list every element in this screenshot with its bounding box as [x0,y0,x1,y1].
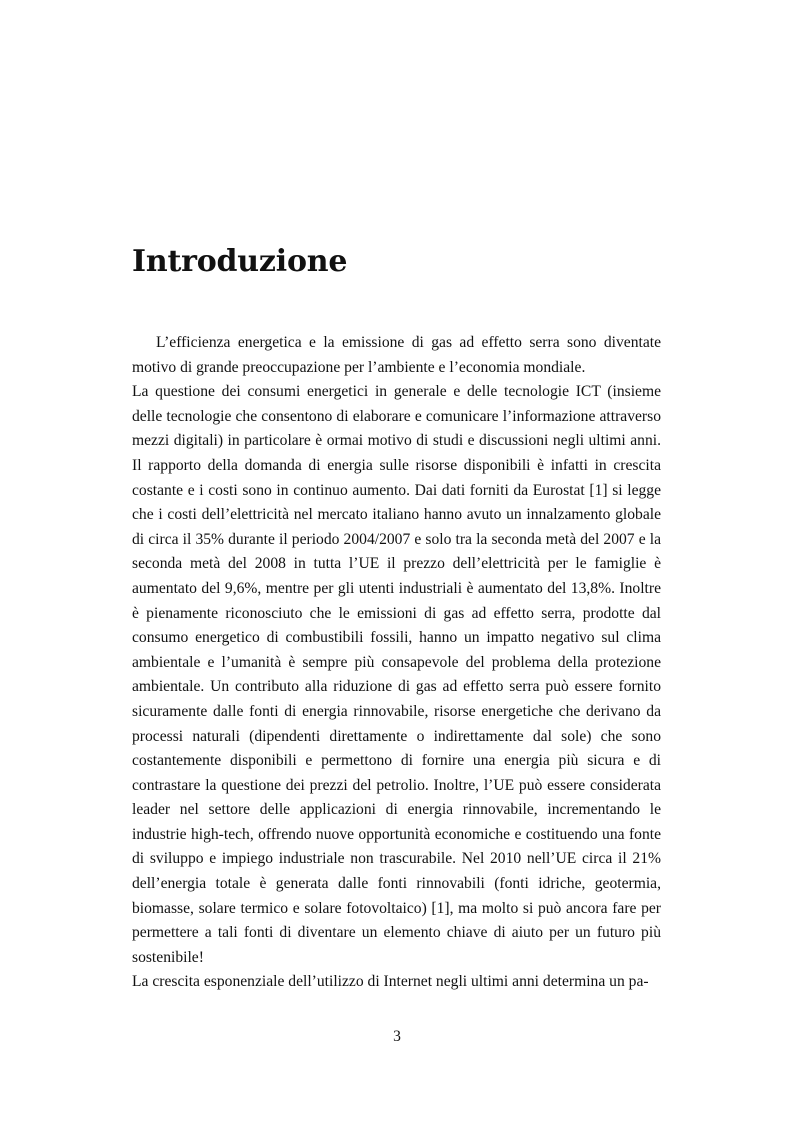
body-text [132,331,661,995]
paragraph-intro: L’efficienza energetica e la emissione di gas ad effetto serra sono diventate motivo di grande preoccupazione per l’ambiente e l’economia mondiale. [132,334,661,376]
page-number: 3 [393,1028,401,1045]
paragraph-energy-consumption: La questione dei consumi energetici in generale e delle tecnologie ICT (insieme delle tecnologie che consentono di elaborare e comunicare l’informazione attraverso mezzi digitali) in particolare è ormai motivo di studi e discussioni negli ultimi anni. Il rapporto della domanda di energia sulle risorse disponibili è infatti in crescita costante e i costi sono in continuo aumento. Dai dati forniti da Eurostat [1] si legge che i costi dell’elettricità nel mercato italiano hanno avuto un innalzamento globale di circa il 35% durante il periodo 2004/2007 e solo tra la seconda metà del 2007 e la seconda metà del 2008 in tutta l’UE il prezzo dell’elettricità per le famiglie è aumentato del 9,6%, mentre per gli utenti industriali è aumentato del 13,8%. Inoltre è pienamente riconosciuto che le emissioni di gas ad effetto serra, prodotte dal consumo energetico di combustibili fossili, hanno un impatto negativo sul clima ambientale e l’umanità è sempre più consapevole del problema della protezione ambientale. Un contributo alla riduzione di gas ad effetto serra può essere fornito sicuramente dalle fonti di energia rinnovabile, risorse energetiche che derivano da processi naturali (dipendenti direttamente o indirettamente dal sole) che sono costantemente disponibili e permettono di fornire una energia più sicura e di contrastare la questione dei prezzi del petrolio. Inoltre, l’UE può essere considerata leader nel settore delle applicazioni di energia rinnovabile, incrementando le industrie high-tech, offrendo nuove opportunità economiche e costituendo una fonte di sviluppo e impiego industriale non trascurabile. Nel 2010 nell’UE circa il 21% dell’energia totale è generata dalle fonti rinnovabili (fonti idriche, geotermia, biomasse, solare termico e solare fotovoltaico) [1], ma molto si può ancora fare per permettere a tali fonti di diventare un elemento chiave di aiuto per un futuro più sostenibile! [132,383,661,966]
paragraph-internet-growth: La crescita esponenziale dell’utilizzo di Internet negli ultimi anni determina un pa- [132,973,649,991]
chapter-title: Introduzione [132,244,348,279]
